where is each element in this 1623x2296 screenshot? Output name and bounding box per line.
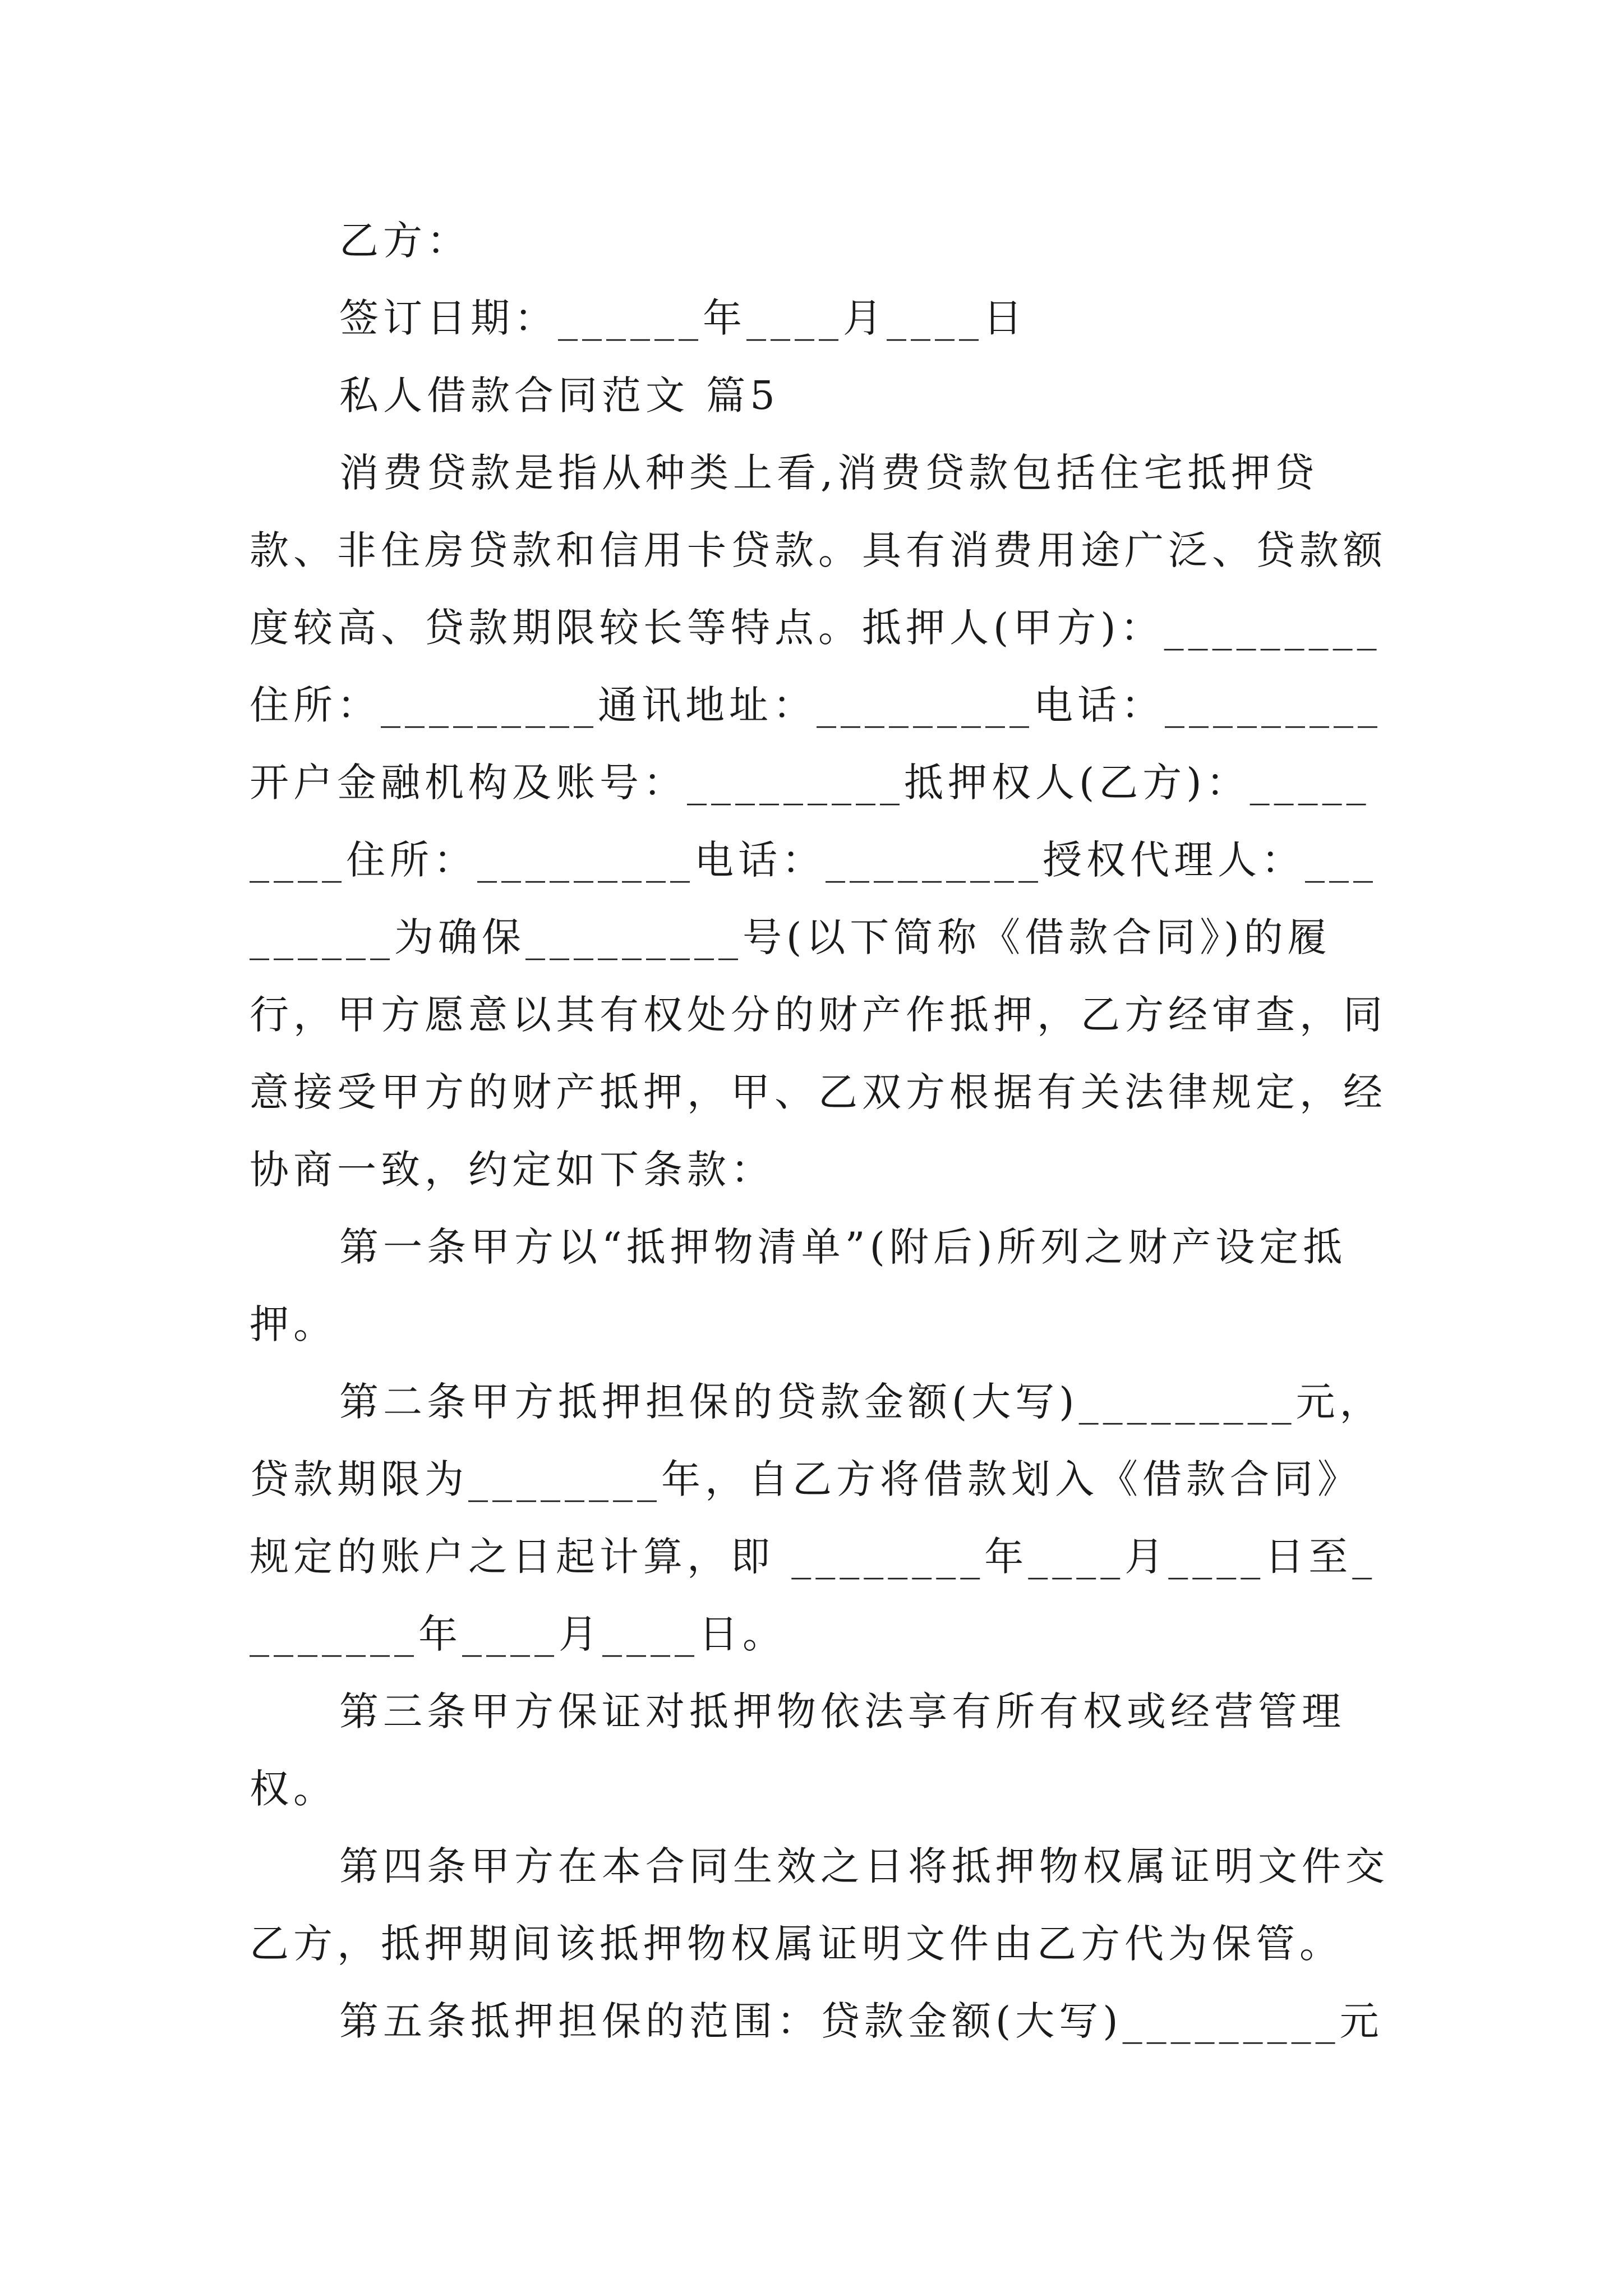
party-b-line: 乙方： <box>339 218 471 264</box>
intro-paragraph: 消费贷款是指从种类上看,消费贷款包括住宅抵押贷款、非住房贷款和信用卡贷款。具有消费用途广泛、贷款额度较高、贷款期限较长等特点。抵押人(甲方)：_________住所：_________通讯地址：_________电话：_________开户金融机构及账号：_________抵押权人(乙方)：_________住所：_________电话：_________授权代理人：_________为确保_________号(以下简称《借款合同》)的履行，甲方愿意以其有权处分的财产作抵押，乙方经审查，同意接受甲方的财产抵押，甲、乙双方根据有关法律规定，经协商一致，约定如下条款： <box>250 450 1387 1193</box>
section-heading: 私人借款合同范文 篇5 <box>339 372 780 418</box>
article-4: 第四条甲方在本合同生效之日将抵押物权属证明文件交乙方，抵押期间该抵押物权属证明文件由乙方代为保管。 <box>250 1843 1389 1967</box>
article-2: 第二条甲方抵押担保的贷款金额(大写)_________元，贷款期限为________年，自乙方将借款划入《借款合同》规定的账户之日起计算，即 ________年____月____日至________年____月____日。 <box>250 1379 1384 1657</box>
article-1: 第一条甲方以“抵押物清单”(附后)所列之财产设定抵押。 <box>250 1224 1347 1347</box>
article-5: 第五条抵押担保的范围：贷款金额(大写)_________元 <box>339 1998 1384 2044</box>
signing-date-line: 签订日期：______年____月____日 <box>339 295 1027 341</box>
article-3: 第三条甲方保证对抵押物依法享有所有权或经营管理权。 <box>250 1688 1345 1812</box>
document-body <box>250 202 1394 2060</box>
